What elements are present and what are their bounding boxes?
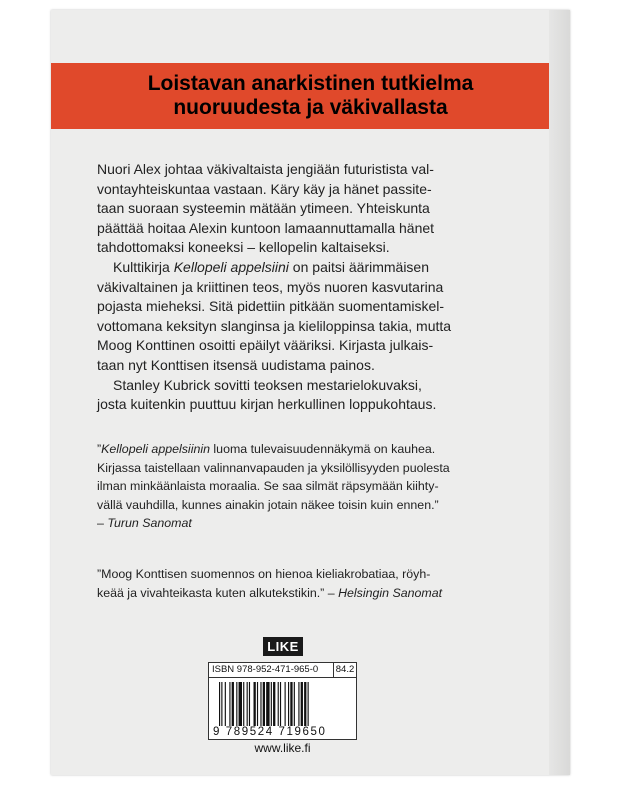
- blurb-line: Nuori Alex johtaa väkivaltaista jengiään futuristista val-: [97, 161, 434, 177]
- blurb-text-fragment: Kulttikirja: [113, 258, 174, 275]
- publisher-logo: LIKE: [263, 637, 303, 656]
- quote-mark: ”: [97, 442, 102, 456]
- dash: –: [97, 516, 108, 530]
- blurb-text-fragment: on paitsi äärimmäisen: [288, 258, 430, 275]
- headline-banner: [51, 63, 570, 129]
- classification-code: 84.2: [333, 663, 356, 677]
- barcode-digits: 9 789524 719650: [213, 726, 327, 738]
- quote-source-line: [97, 514, 429, 533]
- quote-source: Turun Sanomat: [107, 516, 192, 530]
- blurb-paragraph-3: [97, 376, 437, 415]
- blurb-paragraph-1: [97, 160, 435, 258]
- blurb-paragraph-2: [97, 258, 452, 376]
- banner-line-1: Loistavan anarkistinen tutkielma: [147, 72, 474, 95]
- quote-source: Helsingin Sanomat: [338, 585, 443, 600]
- quote-text-fragment: keää ja vivahteikasta kuten alkutekstikin.” –: [97, 585, 339, 600]
- cover-spine-edge: [549, 10, 570, 775]
- quote-text-fragment: luoma tulevaisuudennäkymä on kauhea.: [209, 442, 436, 456]
- blurb-line: vottomana keksityn slanginsa ja kieliloppinsa takia, mutta: [97, 317, 452, 334]
- blurb-text: [97, 160, 452, 415]
- blurb-line: pojasta mieheksi. Sitä pidettiin pitkään suomentamiskel-: [97, 298, 445, 315]
- isbn-number: ISBN 978-952-471-965-0: [212, 664, 319, 675]
- review-quote-1: [97, 440, 450, 533]
- book-title: Kellopeli appelsiinin: [101, 442, 210, 456]
- blurb-line: päättää hoitaa Alexin kuntoon lamaannuttamalla hänet: [97, 219, 435, 236]
- quote-line: [97, 584, 442, 603]
- blurb-line: [97, 258, 429, 278]
- blurb-line: vontayhteiskuntaa vastaan. Käry käy ja hänet passite-: [97, 180, 432, 197]
- isbn-row: [209, 663, 356, 678]
- blurb-line: tahdottomaksi koneeksi – kellopelin kaltaiseksi.: [97, 239, 390, 256]
- blurb-line: Moog Konttinen osoitti epäilyt vääriksi. Kirjasta julkais-: [97, 337, 434, 354]
- quote-line: ilman minkäänlaista moraalia. Se saa silmät räpsymään kiihty-: [97, 479, 439, 493]
- quote-line: Kirjassa taistellaan valinnanvapauden ja yksilöllisyyden puolesta: [97, 460, 450, 475]
- barcode-icon: [219, 682, 349, 726]
- quote-line: [97, 440, 436, 459]
- review-quote-2: [97, 565, 442, 602]
- barcode-box: [208, 662, 357, 740]
- blurb-line: taan suoraan systeemin mätään ytimeen. Yhteiskunta: [97, 200, 430, 217]
- quote-line: vällä vauhdilla, kunnes ainakin jotain näkee toisin kuin ennen.”: [97, 497, 439, 512]
- book-title: Kellopeli appelsiini: [173, 258, 289, 275]
- blurb-line: josta kuitenkin puuttuu kirjan herkullinen loppukohtaus.: [97, 396, 437, 413]
- blurb-line: Stanley Kubrick sovitti teoksen mestarielokuvaksi,: [113, 376, 422, 393]
- banner-line-2: nuoruudesta ja väkivallasta: [173, 96, 448, 119]
- blurb-line: väkivaltainen ja kriittinen teos, myös nuoren kasvutarina: [97, 278, 444, 295]
- publisher-url: www.like.fi: [254, 741, 311, 755]
- blurb-line: taan nyt Konttisen itsensä uudistama painos.: [97, 356, 375, 373]
- quote-line: ”Moog Konttisen suomennos on hienoa kieliakrobatiaa, röyh-: [97, 567, 431, 581]
